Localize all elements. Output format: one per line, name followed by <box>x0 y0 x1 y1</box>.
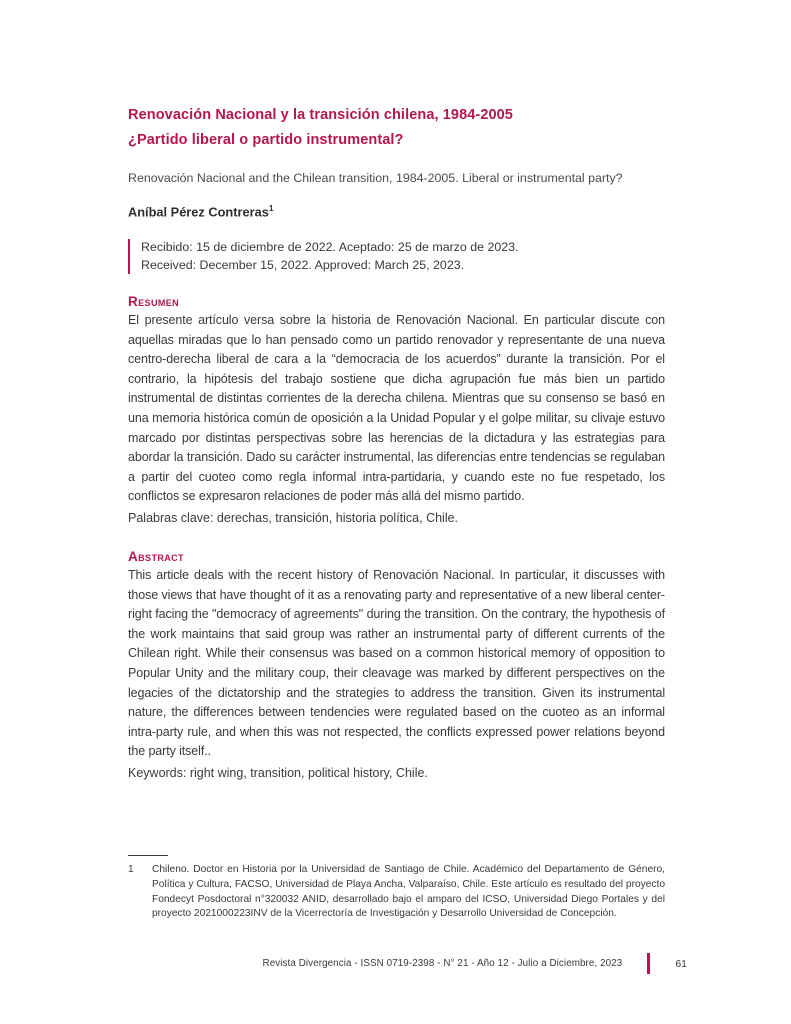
author-footnote-mark: 1 <box>268 203 274 213</box>
article-title <box>128 103 668 153</box>
resumen-body: El presente artículo versa sobre la historia de Renovación Nacional. En particular discute con aquellas miradas que lo han pensado como un partido renovador y representante de una nueva centro-derecha liberal de cara a la “democracia de los acuerdos” durante la transición. Por el contrario, la hipótesis del trabajo sostiene que dicha agrupación fue más bien un partido instrumental de distintas corrientes de la derecha chilena. Mientras que su consenso se basó en una memoria histórica común de oposición a la Unidad Popular y el golpe militar, su clivaje estuvo marcado por distintas perspectivas sobre las herencias de la dictadura y las estrategias para abordar la transición. Dado su carácter instrumental, las diferencias entre tendencias se regulaban a partir del cuoteo como regla informal intra-partidaria, y cuando este no fue respetado, los conflictos se expresaron relaciones de poder más allá del mismo partido. <box>128 313 665 504</box>
palabras-clave-line: Palabras clave: derechas, transición, historia política, Chile. <box>128 511 459 525</box>
author-name <box>128 203 668 219</box>
footer-accent-bar <box>647 953 650 974</box>
received-date-spanish: Recibido: 15 de diciembre de 2022. Aceptado: 25 de marzo de 2023. <box>141 240 519 254</box>
article-title-line2: ¿Partido liberal o partido instrumental? <box>128 132 404 148</box>
footnote-separator-rule <box>128 855 168 856</box>
article-subtitle-english: Renovación Nacional and the Chilean transition, 1984-2005. Liberal or instrumental party? <box>128 171 623 185</box>
footnote <box>128 863 665 922</box>
abstract-body: This article deals with the recent history of Renovación Nacional. In particular, it discusses with those views that have thought of it as a renovating party and representative of a new liberal center-right facing the "democracy of agreements" during the transition. On the contrary, the hypothesis of the work maintains that said group was rather an instrumental party of different currents of the Chilean right. While their consensus was based on a common historical memory of opposition to Popular Unity and the military coup, their cleavage was marked by different perspectives on the legacies of the dictatorship and the strategies to address the transition. Given its instrumental nature, the differences between tendencies were regulated based on the cuoteo as an informal intra-party rule, and when this was not respected, the conflicts expressed power relations beyond the party itself.. <box>128 568 665 759</box>
article-title-line1: Renovación Nacional y la transición chilena, 1984-2005 <box>128 107 513 123</box>
keywords-line: Keywords: right wing, transition, political history, Chile. <box>128 766 428 780</box>
footnote-text: Chileno. Doctor en Historia por la Universidad de Santiago de Chile. Académico del Departamento de Género, Política y Cultura, FACSO, Universidad de Playa Ancha, Valparaíso, Chile. Este artículo es resultado del proyecto Fondecyt Posdoctoral n°320032 ANID, desarrollado bajo el amparo del ICSO, Universidad Diego Portales y del proyecto 2021000223INV de la Vicerrectoría de Investigación y Desarrollo Universidad de Concepción. <box>152 864 665 920</box>
received-date-english: Received: December 15, 2022. Approved: March 25, 2023. <box>141 257 465 272</box>
page-number: 61 <box>675 957 687 970</box>
footnote-number: 1 <box>128 864 134 875</box>
abstract-heading: Abstract <box>128 549 184 564</box>
resumen-heading: Resumen <box>128 294 180 309</box>
page-footer <box>0 953 791 974</box>
author-name-text: Aníbal Pérez Contreras <box>128 204 269 220</box>
journal-info-line: Revista Divergencia - ISSN 0719-2398 - N° 21 - Año 12 - Julio a Diciembre, 2023 <box>262 958 623 969</box>
dates-block <box>128 239 668 274</box>
